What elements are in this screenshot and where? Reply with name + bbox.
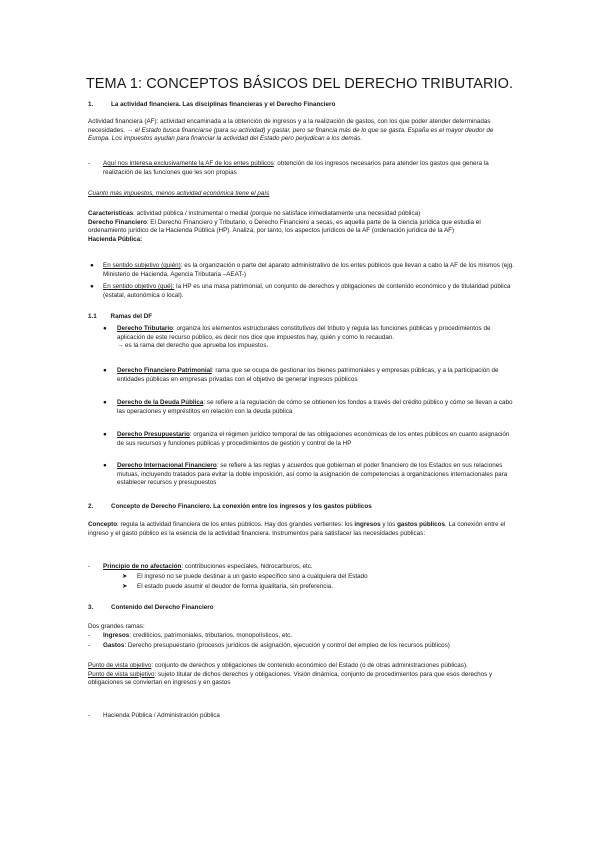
- list-item: [103, 160, 514, 177]
- item-text: la HP es una masa patrimonial, un conjunto de derechos y obligaciones de contenido económico y de titularidad pública (estatal, autonómica o local).: [103, 283, 511, 299]
- section-title: Ramas del DF: [110, 313, 153, 320]
- page-title: TEMA 1: CONCEPTOS BÁSICOS DEL DERECHO TRIBUTARIO.: [85, 76, 514, 92]
- term-label: Derecho Presupuestario: [117, 431, 190, 438]
- item-text: : contribuciones especiales, hidrocarburos, etc.: [181, 563, 313, 570]
- dash-bullet-icon: -: [88, 642, 91, 649]
- item-text: : rama que se ocupa de gestionar los bienes patrimoniales y empresas públicas, y a la participación de entidades públicas en empresas privadas con el objetivo de generar ingresos públicos: [117, 367, 499, 383]
- term-label: Derecho Financiero Patrimonial: [117, 367, 212, 374]
- item-text: es la rama del derecho que aprueba los impuestos.: [125, 342, 269, 350]
- list-item: [103, 642, 514, 651]
- bullet-icon: ●: [90, 262, 94, 269]
- item-text: : se refiere a la regulación de cómo se obtienen los fondos a través del crédito público y cómo se llevan a cabo las operaciones y empréstitos en relación con la deuda pública: [117, 399, 513, 415]
- bullet-icon: ●: [103, 462, 107, 469]
- term-label: Características: [88, 210, 134, 217]
- term-label: Derecho Internacional Financiero: [117, 462, 217, 469]
- paragraph-punto-objetivo: [88, 662, 514, 688]
- section-2-heading: [88, 503, 514, 512]
- underlined-term: Aquí nos interesa exclusivamente la AF de los entes públicos: [103, 160, 274, 167]
- intro-text: Dos grandes ramas:: [88, 623, 145, 630]
- list-item: [117, 325, 514, 351]
- section-3-heading: [88, 604, 514, 613]
- paragraph-text: y los: [380, 521, 398, 528]
- section-number: 2.: [88, 503, 94, 510]
- bullet-icon: ●: [103, 431, 107, 438]
- section-title: La actividad financiera. Las disciplinas financieras y el Derecho Financiero: [111, 101, 336, 108]
- underlined-term: Punto de vista subjetivo: [88, 670, 155, 678]
- underlined-term: En sentido objetivo (qué):: [103, 283, 175, 290]
- paragraph-italic-text: el Estado busca financiarse (para su actividad) y gastar, pero se financia más de lo que se gasta. España es el mayor deudor de Europa. Los impuestos ayudan para financiar la actividad del Estado pero perjudican a los demás.: [88, 126, 494, 143]
- paragraph-concepto: [88, 521, 514, 538]
- bold-term: ingresos: [354, 521, 381, 528]
- item-text: : Derecho presupuestario (procesos jurídicos de asignación, ejecución y control del empleo de los recursos públicos): [124, 642, 450, 649]
- term-label: Derecho Financiero: [88, 218, 147, 226]
- section-title: Concepto de Derecho Financiero. La conexión entre los ingresos y los gastos públicos: [111, 503, 372, 510]
- list-item: [117, 367, 514, 384]
- paragraph-text: : conjunto de derechos y obligaciones de contenido económico del Estado (o de otras administraciones públicas).: [151, 662, 468, 669]
- item-text: : obtención de los ingresos necesarios para atender los gastos que genera la realización de las funciones que les son propias: [103, 160, 489, 176]
- arrow-right-icon: →: [117, 342, 124, 350]
- list-item: [103, 283, 514, 300]
- paragraph-actividad-financiera: [88, 118, 514, 144]
- section-number: 1.1: [88, 313, 97, 320]
- bullet-icon: ●: [103, 325, 107, 332]
- list-item: [103, 262, 514, 279]
- item-text: : organiza los elementos estructurales constitutivos del tributo y regula las funciones públicas y procedimientos de aplicación de este recurso público, es decir nos dice que impuestos hay, quién y como lo recaudan.: [117, 325, 491, 341]
- term-label: Derecho Tributario: [117, 325, 173, 332]
- paragraph-text: Actividad financiera (AF): actividad encaminada a la obtención de ingresos y a la realización de gastos, con los que poder atender determinadas necesidades.: [88, 118, 491, 134]
- paragraph-caracteristicas: [88, 210, 514, 244]
- list-item: [117, 399, 514, 416]
- item-text: : se refiere a las reglas y acuerdos que gobiernan el poder financiero de los Estados en sus relaciones mutuas, incluyendo tratados para evitar la doble imposición, así como la asignación de competencias a organizaciones internacionales para establecer recursos y presupuestos: [117, 462, 508, 487]
- arrowhead-bullet-icon: ➤: [122, 573, 128, 580]
- term-label: Ingresos: [103, 632, 130, 639]
- arrow-right-icon: →: [126, 126, 134, 134]
- list-item: [103, 632, 514, 641]
- note-text: Cuanto más impuestos, menos actividad económica tiene el país: [88, 190, 270, 197]
- paragraph-text: : regula la actividad financiera de los entes públicos. Hay dos grandes vertientes: los: [117, 521, 355, 528]
- item-text: : es la organización o parte del aparato administrativo de los entes públicos que llevan a cabo la AF de los mismos (ejg. Ministerio de Hacienda, Agencia Tributaria –AEAT-): [103, 262, 514, 278]
- sub-list-item: El estado puede asumir el deudor de forma igualitaria, sin preferencia.: [137, 583, 334, 590]
- list-item: [117, 462, 514, 488]
- arrowhead-bullet-icon: ➤: [122, 583, 128, 590]
- dash-bullet-icon: -: [88, 632, 91, 639]
- sub-list-item: El ingreso no se puede destinar a un gasto específico sino a cualquiera del Estado: [137, 573, 368, 580]
- section-number: 3.: [88, 604, 94, 611]
- dash-bullet-icon: -: [88, 712, 91, 719]
- paragraph-text: : sujeto titular de dichos derechos y obligaciones. Visión dinámica, conjunto de procedimientos para que esos derechos y obligaciones se conviertan en ingresos y en gastos: [88, 670, 493, 687]
- paragraph-text: : actividad pública / instrumental o medial (porque no satisface inmediatamente una necesidad pública): [133, 210, 421, 217]
- item-text: : organiza el régimen jurídico temporal de las obligaciones económicas de los entes públicos en cuanto asignación de sus recursos y funciones públicas y procedimientos de gestión y control de la HP: [117, 431, 510, 447]
- bullet-icon: ●: [103, 399, 107, 406]
- section-title: Contenido del Derecho Financiero: [111, 604, 214, 611]
- term-label: Hacienda Pública:: [88, 235, 143, 243]
- list-item: Hacienda Pública / Administración pública: [103, 712, 220, 719]
- list-item: [103, 563, 514, 572]
- term-label: Derecho de la Deuda Pública: [117, 399, 204, 406]
- underlined-term: En sentido subjetivo (quién): [103, 262, 181, 269]
- subsection-1-1-heading: [88, 313, 514, 322]
- section-1-heading: [88, 101, 514, 110]
- dash-bullet-icon: -: [88, 563, 91, 570]
- paragraph-text: . La conexión entre el ingreso y el gasto público es la esencia de la actividad financiera. Instrumentos para satisfacer las necesidades públicas:: [88, 521, 506, 537]
- term-label: Gastos: [103, 642, 125, 649]
- bullet-icon: ●: [90, 283, 94, 290]
- term-label: Concepto: [88, 521, 118, 528]
- item-text: : crediticios, patrimoniales, tributarios, monopolísticos, etc.: [129, 632, 292, 639]
- underlined-term: Punto de vista objetivo: [88, 662, 152, 669]
- underlined-term: Principio de no afectación: [103, 563, 182, 570]
- dash-bullet-icon: -: [88, 160, 91, 167]
- list-item: [117, 431, 514, 448]
- paragraph-text: : El Derecho Financiero y Tributario, o Derecho Financiero a secas, es aquella parte de la ciencia jurídica que estudia el ordenamiento jurídico de la Hacienda Pública (HP). Analiza, por tanto, los aspectos jurídicos de la AF (ordenación jurídica de la AF): [88, 218, 481, 235]
- bullet-icon: ●: [103, 367, 107, 374]
- bold-term: gastos públicos: [397, 521, 446, 528]
- section-number: 1.: [88, 101, 94, 108]
